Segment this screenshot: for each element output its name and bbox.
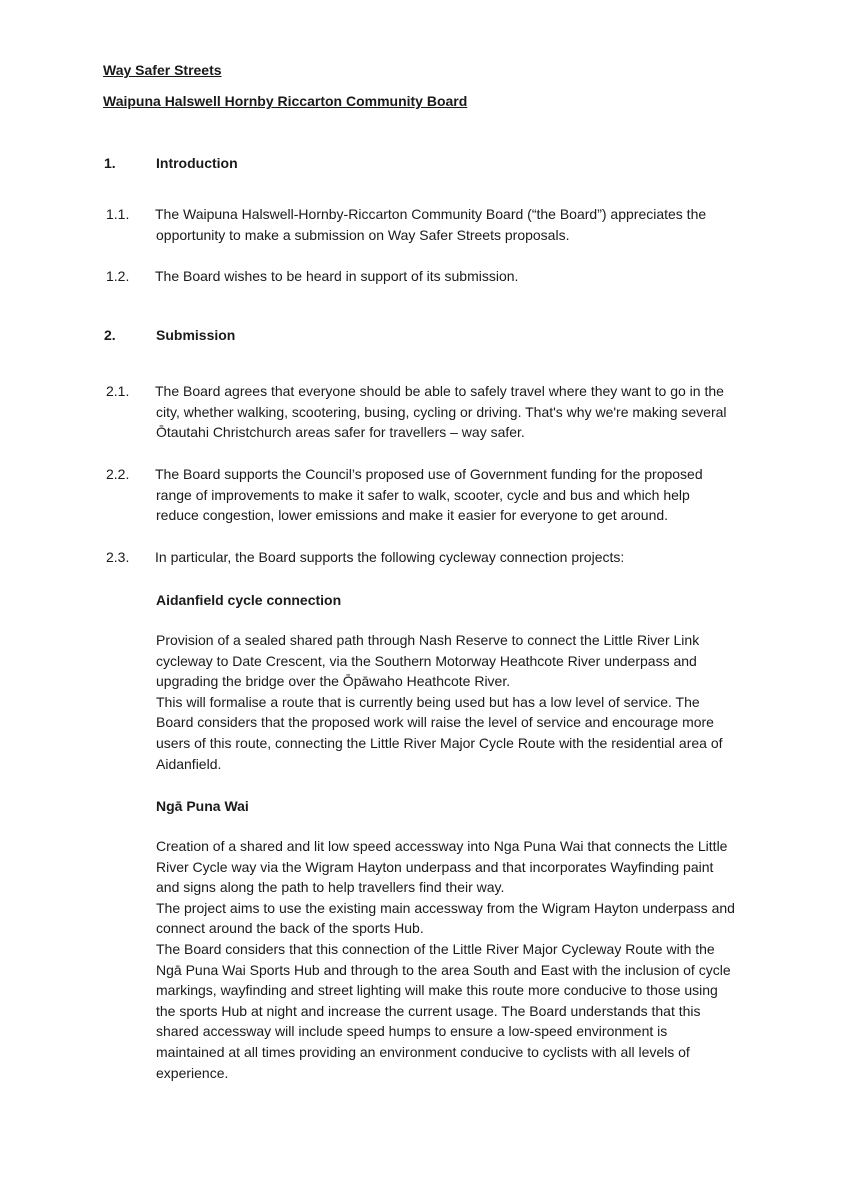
text-line: This will formalise a route that is currently being used but has a low level of service. The <box>156 693 700 710</box>
item-number: 1.1. <box>106 206 130 222</box>
text-line: users of this route, connecting the Little River Major Cycle Route with the residential area of <box>156 734 723 751</box>
text-line: maintained at all times providing an environment conducive to cyclists with all levels of <box>156 1043 690 1060</box>
item-text <box>155 266 755 287</box>
text-line: Board considers that the proposed work will raise the level of service and encourage more <box>156 714 714 731</box>
section-heading: Submission <box>156 327 236 343</box>
item-number: 2.1. <box>106 383 130 399</box>
item-number: 1.2. <box>106 268 130 284</box>
project-heading: Aidanfield cycle connection <box>156 592 342 608</box>
text-line: The Board supports the Council’s proposed use of Government funding for the proposed <box>155 466 703 482</box>
project-text <box>156 836 756 1083</box>
project-text <box>156 630 756 774</box>
section-heading: Introduction <box>156 155 238 171</box>
text-line: markings, wayfinding and street lighting will make this route more conducive to those using <box>156 982 718 999</box>
text-line: The Board agrees that everyone should be able to safely travel where they want to go in the <box>155 383 724 399</box>
text-line: River Cycle way via the Wigram Hayton underpass and that incorporates Wayfinding paint <box>156 858 714 875</box>
text-line: Aidanfield. <box>156 755 222 772</box>
item-text <box>155 547 755 568</box>
text-line: opportunity to make a submission on Way Safer Streets proposals. <box>156 226 570 243</box>
text-line: experience. <box>156 1064 229 1081</box>
text-line: and signs along the path to help travellers find their way. <box>156 879 505 896</box>
text-line: The Waipuna Halswell-Hornby-Riccarton Community Board (“the Board”) appreciates the <box>155 206 707 222</box>
text-line: cycleway to Date Crescent, via the Southern Motorway Heathcote River underpass and <box>156 652 697 669</box>
item-number: 2.3. <box>106 549 130 565</box>
item-text <box>155 464 755 526</box>
text-line: upgrading the bridge over the Ōpāwaho Heathcote River. <box>156 673 511 690</box>
text-line: the sports Hub at night and increase the current usage. The Board understands that this <box>156 1002 701 1019</box>
document-title: Way Safer Streets <box>103 62 222 78</box>
text-line: range of improvements to make it safer to walk, scooter, cycle and bus and which help <box>156 486 690 503</box>
text-line: city, whether walking, scootering, busing, cycling or driving. That's why we're making several <box>156 403 727 420</box>
text-line: connect around the back of the sports Hub. <box>156 920 424 937</box>
text-line: The Board wishes to be heard in support of its submission. <box>155 268 519 284</box>
text-line: reduce congestion, lower emissions and make it easier for everyone to get around. <box>156 507 669 524</box>
text-line: Ōtautahi Christchurch areas safer for travellers – way safer. <box>156 424 525 441</box>
section-number: 1. <box>104 155 116 171</box>
item-text <box>155 204 755 245</box>
text-line: The project aims to use the existing main accessway from the Wigram Hayton underpass and <box>156 899 735 916</box>
text-line: In particular, the Board supports the following cycleway connection projects: <box>155 549 625 565</box>
text-line: Creation of a shared and lit low speed accessway into Nga Puna Wai that connects the Little <box>156 838 728 854</box>
text-line: shared accessway will include speed humps to ensure a low-speed environment is <box>156 1023 668 1040</box>
project-heading: Ngā Puna Wai <box>156 798 249 814</box>
section-number: 2. <box>104 327 116 343</box>
document-subtitle: Waipuna Halswell Hornby Riccarton Community Board <box>103 93 468 109</box>
item-number: 2.2. <box>106 466 130 482</box>
text-line: The Board considers that this connection of the Little River Major Cycleway Route with the <box>156 940 715 957</box>
text-line: Provision of a sealed shared path through Nash Reserve to connect the Little River Link <box>156 632 700 648</box>
text-line: Ngā Puna Wai Sports Hub and through to the area South and East with the inclusion of cycle <box>156 961 731 978</box>
item-text <box>155 381 755 443</box>
